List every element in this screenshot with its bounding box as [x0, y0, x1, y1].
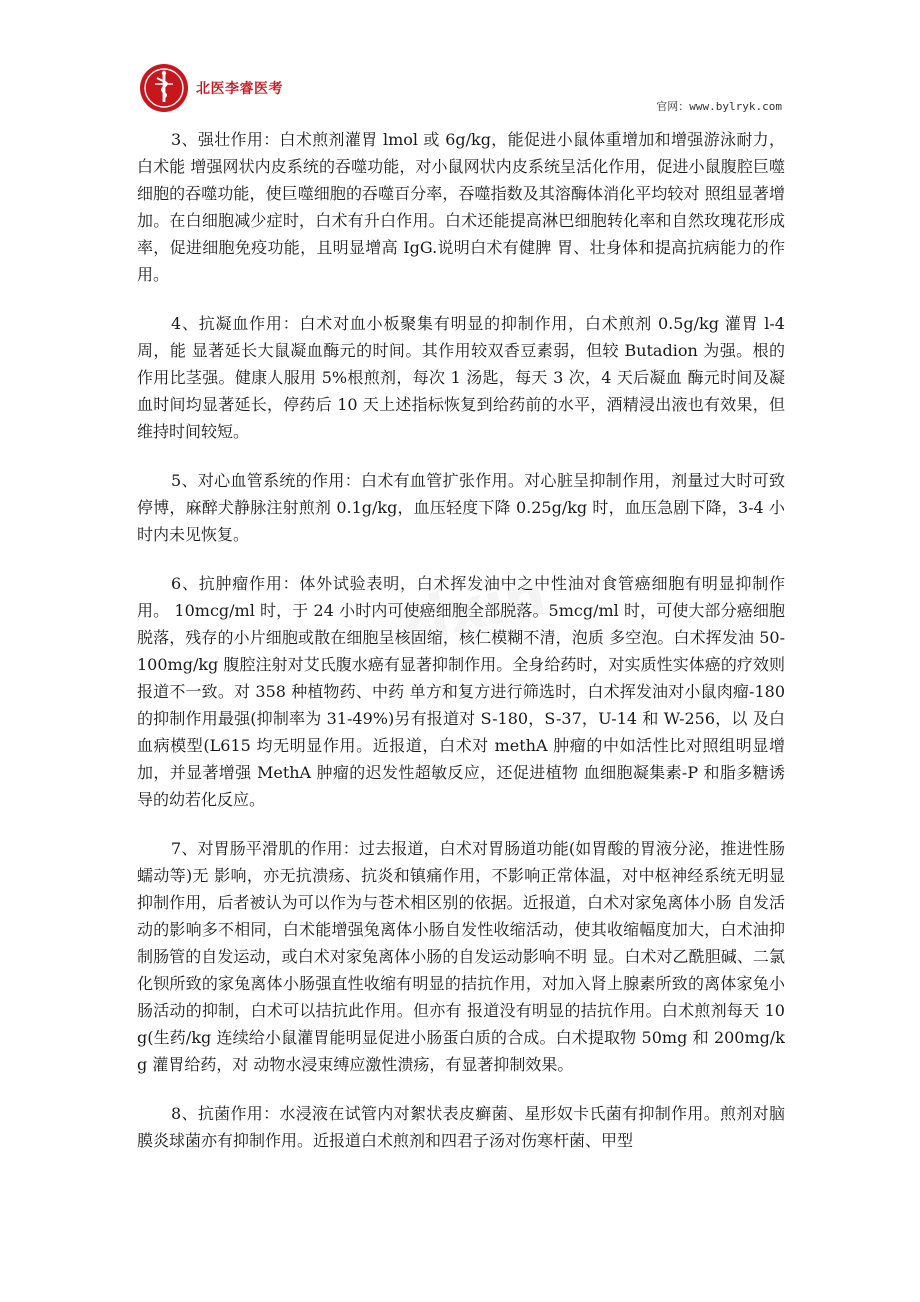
brand-name: 北医李睿医考: [196, 81, 283, 97]
paragraph-cardiovascular-effect: 5、对心血管系统的作用：白术有血管扩张作用。对心脏呈抑制作用，剂量过大时可致停博，麻醉犬静脉注射煎剂 0.1g/kg，血压轻度下降 0.25g/kg 时，血压急剧下降，3-4 小时内未见恢复。: [137, 471, 785, 544]
medical-logo-icon: [138, 62, 190, 114]
paragraph-antitumor-effect: 6、抗肿瘤作用：体外试验表明，白术挥发油中之中性油对食管癌细胞有明显抑制作用。 10mcg/ml 时，于 24 小时内可使癌细胞全部脱落。5mcg/ml 时，可使大部分癌细胞脱落，残存的小片细胞或散在细胞呈核固缩，核仁模糊不清，泡质 多空泡。白术挥发油 50-100mg/kg 腹腔注射对艾氏腹水癌有显著抑制作用。全身给药时，对实质性实体癌的疗效则报道不一致。对 358 种植物药、中药 单方和复方进行筛选时，白术挥发油对小鼠肉瘤-180 的抑制作用最强(抑制率为 31-49%)另有报道对 S-180，S-37，U-14 和 W-256，以 及白血病模型(L615 均无明显作用。近报道，白术对 methA 肿瘤的中如活性比对照组明显增加，并显著增强 MethA 肿瘤的迟发性超敏反应，还促进植物 血细胞凝集素-P 和脂多糖诱导的幼若化反应。: [137, 574, 785, 809]
paragraph-gastrointestinal-effect: 7、对胃肠平滑肌的作用：过去报道，白术对胃肠道功能(如胃酸的胃液分泌，推进性肠蠕动等)无 影响，亦无抗溃疡、抗炎和镇痛作用，不影响正常体温，对中枢神经系统无明显抑制作用，后者被认为可以作为与苍术相区别的依据。近报道，白术对家兔离体小肠 自发活动的影响多不相同，白术能增强兔离体小肠自发性收缩活动，使其收缩幅度加大，白术油抑制肠管的自发运动，或白术对家兔离体小肠的自发运动影响不明 显。白术对乙酰胆碱、二氯化钡所致的家兔离体小肠强直性收缩有明显的拮抗作用，对加入肾上腺素所致的离体家兔小肠活动的抑制，白术可以拮抗此作用。但亦有 报道没有明显的拮抗作用。白术煎剂每天 10g(生药/kg 连续给小鼠灌胃能明显促进小肠蛋白质的合成。白术提取物 50mg 和 200mg/kg 灌胃给药，对 动物水浸束缚应激性溃疡，有显著抑制效果。: [137, 839, 785, 1074]
paragraph-anticoagulant-effect: 4、抗凝血作用：白术对血小板聚集有明显的抑制作用，白术煎剂 0.5g/kg 灌胃 l-4 周，能 显著延长大鼠凝血酶元的时间。其作用较双香豆素弱，但较 Butadion 为强。根的作用比茎强。健康人服用 5%根煎剂，每次 1 汤匙，每天 3 次，4 天后凝血 酶元时间及凝血时间均显著延长，停药后 10 天上述指标恢复到给药前的水平，酒精浸出液也有效果，但维持时间较短。: [137, 314, 785, 441]
brand-logo: [138, 62, 283, 114]
site-url[interactable]: 官网：www.bylryk.com: [656, 100, 782, 113]
page-header: [0, 0, 920, 118]
paragraph-antibacterial-effect: 8、抗菌作用：水浸液在试管内对絮状表皮癣菌、星形奴卡氏菌有抑制作用。煎剂对脑膜炎球菌亦有抑制作用。近报道白术煎剂和四君子汤对伤寒杆菌、甲型: [137, 1104, 785, 1150]
document-body: [137, 126, 785, 1176]
paragraph-tonic-effect: 3、强壮作用：白术煎剂灌胃 lmol 或 6g/kg，能促进小鼠体重增加和增强游泳耐力，白术能 增强网状内皮系统的吞噬功能，对小鼠网状内皮系统呈活化作用，促进小鼠腹腔巨噬细胞的吞噬功能，使巨噬细胞的吞噬百分率，吞噬指数及其溶酶体消化平均较对 照组显著增加。在白细胞减少症时，白术有升白作用。白术还能提高淋巴细胞转化率和自然玫瑰花形成率，促进细胞免疫功能，且明显增高 IgG.说明白术有健脾 胃、壮身体和提高抗病能力的作用。: [137, 130, 785, 284]
watermark: zixin: [388, 559, 552, 659]
